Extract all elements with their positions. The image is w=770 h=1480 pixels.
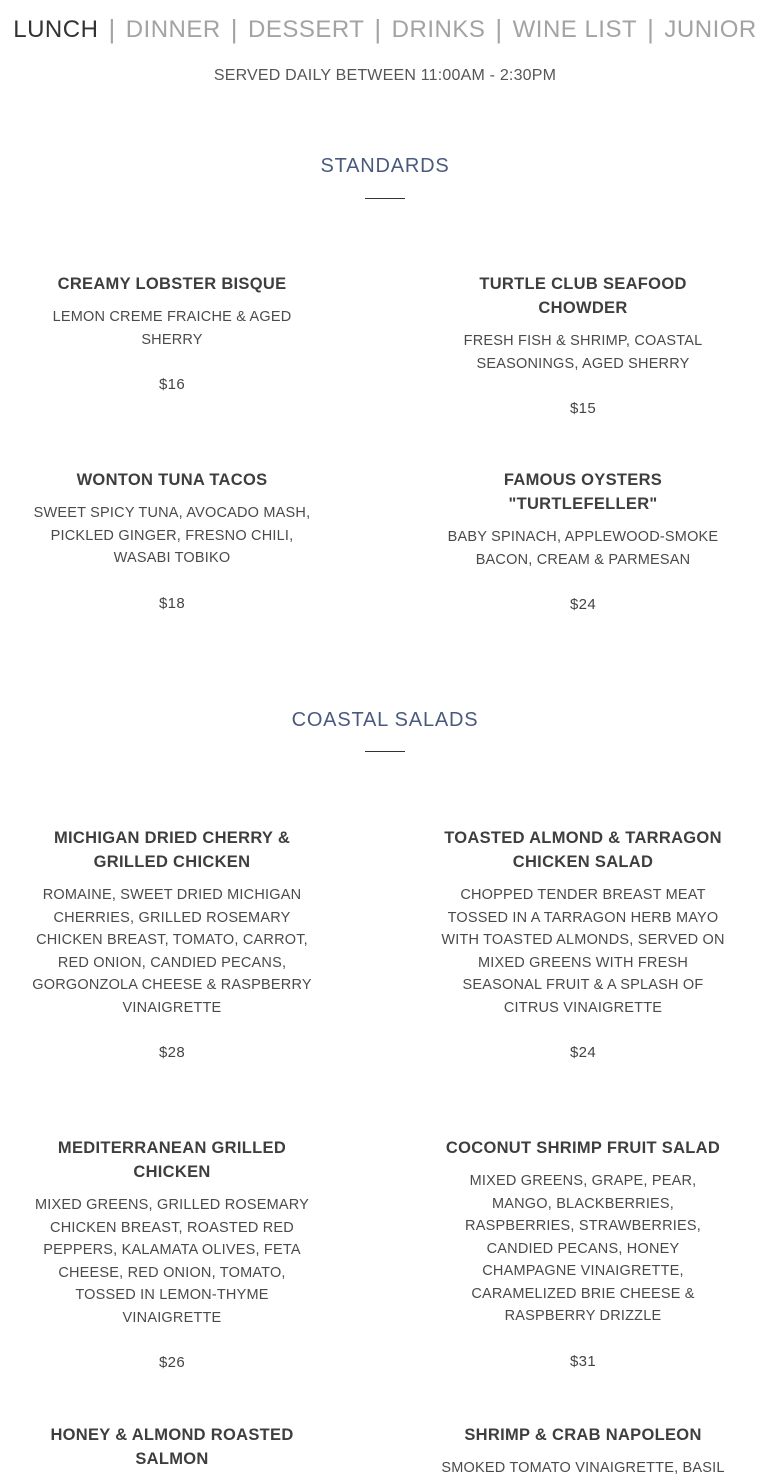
- menu-item: [438, 826, 728, 1061]
- section-divider: [365, 198, 405, 199]
- menu-item-price: $15: [570, 400, 596, 417]
- menu-item-price: $31: [570, 1352, 596, 1370]
- menu-item: [447, 468, 719, 613]
- menu-item-name: FAMOUS OYSTERS "TURTLEFELLER": [503, 471, 663, 513]
- tab-separator: |: [495, 14, 503, 44]
- menu-item-description: LEMON CREME FRAICHE & AGED SHERRY: [52, 309, 292, 348]
- tab-wine-list[interactable]: WINE LIST: [512, 15, 638, 43]
- menu-item-name: TOASTED ALMOND & TARRAGON CHICKEN SALAD: [444, 829, 722, 871]
- menu-item-name: HONEY & ALMOND ROASTED SALMON: [50, 1426, 294, 1468]
- menu-item-description: SMOKED TOMATO VINAIGRETTE, BASIL: [441, 1460, 725, 1476]
- menu-item: [438, 1136, 728, 1370]
- menu-item-description: CHOPPED TENDER BREAST MEAT TOSSED IN A TARRAGON HERB MAYO WITH TOASTED ALMONDS, SERVED ON MIXED GREENS WITH FRESH SEASONAL FRUIT & A SPLASH OF CITRUS VINAIGRETTE: [441, 887, 725, 1016]
- menu-item-description: SWEET SPICY TUNA, AVOCADO MASH, PICKLED GINGER, FRESNO CHILI, WASABI TOBIKO: [33, 505, 311, 566]
- menu-item-description: MIXED GREENS, GRAPE, PEAR, MANGO, BLACKBERRIES, RASPBERRIES, STRAWBERRIES, CANDIED PECANS, HONEY CHAMPAGNE VINAIGRETTE, CARAMELIZED BRIE CHEESE & RASPBERRY DRIZZLE: [465, 1173, 701, 1324]
- served-hours: SERVED DAILY BETWEEN 11:00AM - 2:30PM: [213, 67, 557, 84]
- menu-item-price: $16: [159, 376, 185, 393]
- menu-item-name: TURTLE CLUB SEAFOOD CHOWDER: [479, 275, 687, 317]
- menu-item-description: FRESH FISH & SHRIMP, COASTAL SEASONINGS, AGED SHERRY: [463, 333, 703, 372]
- tab-junior[interactable]: JUNIOR: [664, 15, 757, 43]
- menu-item: [27, 826, 317, 1061]
- menu-item-name: WONTON TUNA TACOS: [76, 471, 268, 489]
- menu-item-name: CREAMY LOBSTER BISQUE: [57, 275, 287, 293]
- menu-item-price: $24: [570, 596, 596, 613]
- menu-item-price: $28: [159, 1044, 185, 1061]
- menu-item-price: $18: [159, 594, 185, 612]
- menu-item-name: COCONUT SHRIMP FRUIT SALAD: [445, 1139, 721, 1157]
- menu-item: [27, 1136, 317, 1371]
- tab-separator: |: [108, 14, 116, 44]
- menu-item-name: MICHIGAN DRIED CHERRY & GRILLED CHICKEN: [53, 829, 291, 871]
- tab-dinner[interactable]: DINNER: [125, 15, 221, 43]
- menu-item-name: MEDITERRANEAN GRILLED CHICKEN: [57, 1139, 287, 1181]
- menu-nav: [0, 14, 770, 45]
- menu-item-name: SHRIMP & CRAB NAPOLEON: [464, 1426, 702, 1444]
- menu-item: [27, 1423, 317, 1471]
- menu-item-price: $26: [159, 1354, 185, 1371]
- menu-item-description: ROMAINE, SWEET DRIED MICHIGAN CHERRIES, GRILLED ROSEMARY CHICKEN BREAST, TOMATO, CARROT, RED ONION, CANDIED PECANS, GORGONZOLA CHEESE & RASPBERRY VINAIGRETTE: [32, 887, 312, 1016]
- tab-separator: |: [230, 14, 238, 44]
- section-divider: [365, 751, 405, 752]
- menu-item: [438, 272, 728, 417]
- tab-drinks[interactable]: DRINKS: [391, 15, 486, 43]
- menu-item-description: MIXED GREENS, GRILLED ROSEMARY CHICKEN BREAST, ROASTED RED PEPPERS, KALAMATA OLIVES, FETA CHEESE, RED ONION, TOMATO, TOSSED IN LEMON-THYME VINAIGRETTE: [34, 1197, 310, 1326]
- tab-dessert[interactable]: DESSERT: [247, 15, 365, 43]
- menu-item: [27, 272, 317, 393]
- menu-item-description: BABY SPINACH, APPLEWOOD-SMOKE BACON, CREAM & PARMESAN: [447, 529, 719, 568]
- tab-separator: |: [647, 14, 655, 44]
- section-title-coastal-salads: COASTAL SALADS: [291, 709, 479, 731]
- menu-item: [438, 1423, 728, 1480]
- menu-item-price: $24: [570, 1044, 596, 1061]
- tab-lunch[interactable]: LUNCH: [13, 15, 99, 43]
- section-title-standards: STANDARDS: [320, 155, 450, 177]
- tab-separator: |: [374, 14, 382, 44]
- menu-item: [27, 468, 317, 612]
